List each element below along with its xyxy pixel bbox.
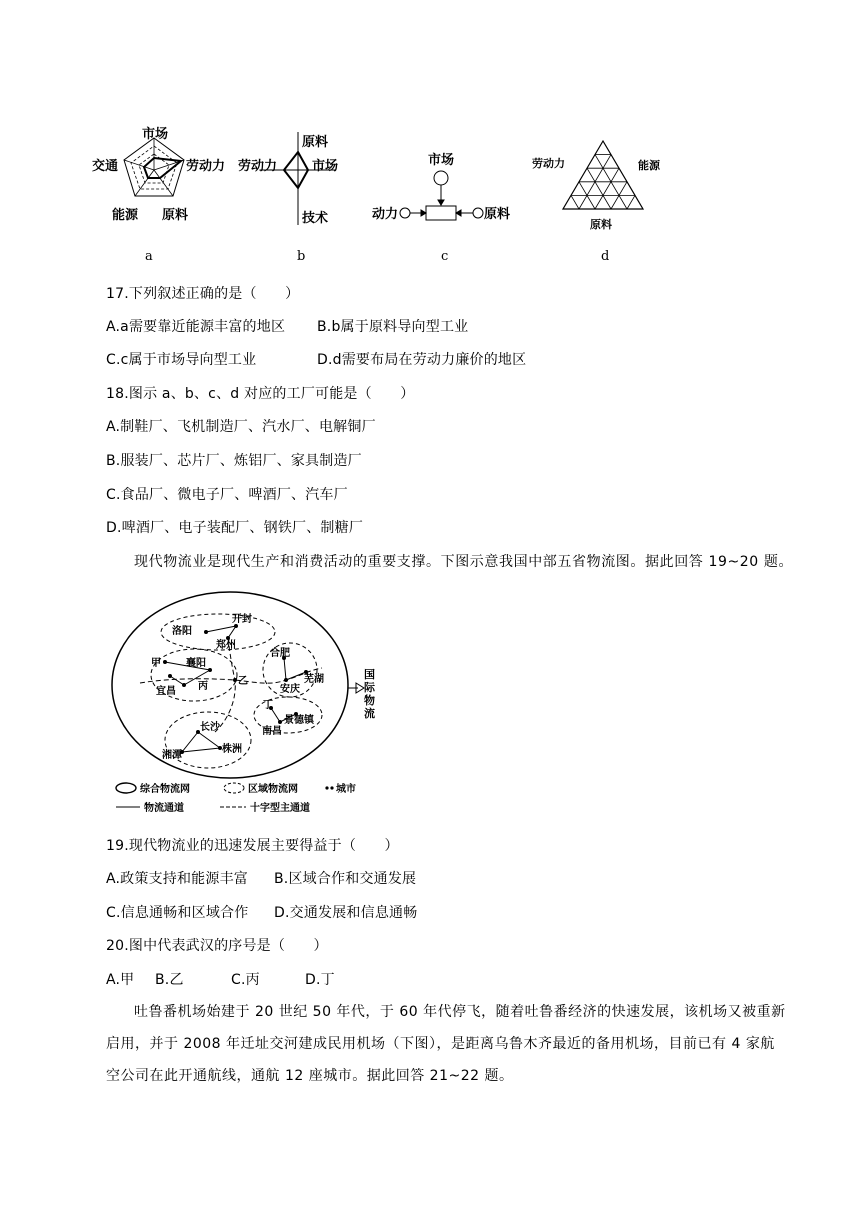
city-ding: 丁	[263, 700, 273, 711]
figure-b-cross	[238, 130, 368, 230]
city-xiangtan: 湘潭	[162, 750, 182, 761]
legend-regional: 区域物流网	[248, 784, 298, 795]
figure-d-ternary	[528, 133, 678, 231]
figure-a-radar	[92, 122, 232, 227]
city-kaifeng: 开封	[232, 614, 252, 625]
figure-c-svg	[372, 150, 517, 230]
q18-option-a: A.制鞋厂、飞机制造厂、汽水厂、电解铜厂	[106, 419, 376, 435]
legend-channel: 物流通道	[144, 803, 184, 814]
q19-option-d: D.交通发展和信息通畅	[274, 905, 418, 921]
fig-a-bottom-right-label: 原料	[162, 208, 189, 223]
q17-stem: 17.下列叙述正确的是（ ）	[106, 286, 300, 302]
fig-b-right-label: 市场	[312, 159, 339, 174]
q17-option-d: D.d需要布局在劳动力廉价的地区	[317, 352, 527, 368]
legend-comprehensive: 综合物流网	[140, 784, 190, 795]
caption-d: d	[601, 249, 610, 264]
city-luoyang: 洛阳	[172, 626, 192, 637]
fig-a-left-label: 交通	[92, 159, 119, 174]
legend-city: 城市	[336, 784, 356, 795]
fig-d-left-label: 劳动力	[532, 157, 565, 170]
q17-option-a: A.a需要靠近能源丰富的地区	[106, 319, 286, 335]
legend-cross: 十字型主通道	[250, 803, 310, 814]
q20-option-a: A.甲	[106, 972, 135, 988]
city-yichang: 宜昌	[156, 686, 176, 697]
q18-option-c: C.食品厂、微电子厂、啤酒厂、汽车厂	[106, 487, 348, 503]
fig-b-top-label: 原料	[302, 135, 329, 150]
caption-c: c	[441, 249, 449, 264]
city-changsha: 长沙	[200, 722, 220, 733]
q18-stem: 18.图示 a、b、c、d 对应的工厂可能是（ ）	[106, 386, 415, 402]
city-nanchang: 南昌	[262, 726, 282, 737]
figure-c-flow	[372, 150, 517, 230]
city-bing: 丙	[198, 681, 208, 692]
fig-d-bottom-label: 原料	[590, 218, 612, 231]
q19-option-c: C.信息通畅和区域合作	[106, 905, 249, 921]
city-wuhu: 芜湖	[304, 674, 324, 685]
q19-option-b: B.区域合作和交通发展	[274, 871, 417, 887]
q17-option-c: C.c属于市场导向型工业	[106, 352, 257, 368]
intro-19-20: 现代物流业是现代生产和消费活动的重要支撑。下图示意我国中部五省物流图。据此回答 19~20 题。	[134, 554, 794, 570]
intl-char-3: 物	[364, 694, 375, 707]
figure-b-svg	[238, 130, 368, 230]
city-zhuzhou: 株洲	[222, 744, 242, 755]
logistics-map-svg	[110, 590, 375, 820]
city-hefei: 合肥	[270, 648, 290, 659]
fig-c-left-label: 动力	[372, 207, 399, 222]
city-jingdezhen: 景德镇	[284, 715, 314, 726]
figure-d-svg	[528, 133, 678, 231]
fig-c-top-label: 市场	[428, 153, 455, 168]
caption-a: a	[145, 249, 153, 264]
intl-char-2: 际	[364, 681, 375, 694]
q18-option-d: D.啤酒厂、电子装配厂、钢铁厂、制糖厂	[106, 520, 364, 536]
fig-c-right-label: 原料	[484, 207, 511, 222]
city-zhengzhou: 郑州	[216, 640, 236, 651]
city-yi: 乙	[238, 676, 248, 687]
intl-char-4: 流	[364, 707, 375, 720]
q19-stem: 19.现代物流业的迅速发展主要得益于（ ）	[106, 838, 399, 854]
q20-option-c: C.丙	[231, 972, 260, 988]
q20-option-b: B.乙	[155, 972, 184, 988]
city-anqing: 安庆	[280, 684, 300, 695]
fig-a-bottom-left-label: 能源	[112, 208, 139, 223]
q18-option-b: B.服装厂、芯片厂、炼铝厂、家具制造厂	[106, 453, 362, 469]
fig-d-right-label: 能源	[638, 159, 660, 172]
fig-b-bottom-label: 技术	[302, 211, 329, 226]
q20-option-d: D.丁	[305, 972, 335, 988]
city-xiangyang: 襄阳	[186, 658, 206, 669]
q20-stem: 20.图中代表武汉的序号是（ ）	[106, 938, 328, 954]
q19-option-a: A.政策支持和能源丰富	[106, 871, 248, 887]
q17-option-b: B.b属于原料导向型工业	[317, 319, 469, 335]
logistics-map	[110, 590, 375, 820]
figure-a-svg	[92, 122, 232, 227]
intro-21-22: 吐鲁番机场始建于 20 世纪 50 年代，于 60 年代停飞，随着吐鲁番经济的快速发展，该机场又被重新启用，并于 2008 年迁址交河建成民用机场（下图），是距离乌鲁木齐最近的备用机场，目前已有 4 家航空公司在此开通航线，通航 12 座城市。据此回答 21~22 题。	[106, 1004, 786, 1084]
caption-b: b	[297, 249, 306, 264]
fig-b-left-label: 劳动力	[238, 159, 278, 174]
fig-a-top-label: 市场	[142, 127, 169, 142]
fig-a-right-label: 劳动力	[186, 159, 226, 174]
intl-char-1: 国	[364, 668, 375, 681]
city-jia: 甲	[151, 658, 161, 669]
